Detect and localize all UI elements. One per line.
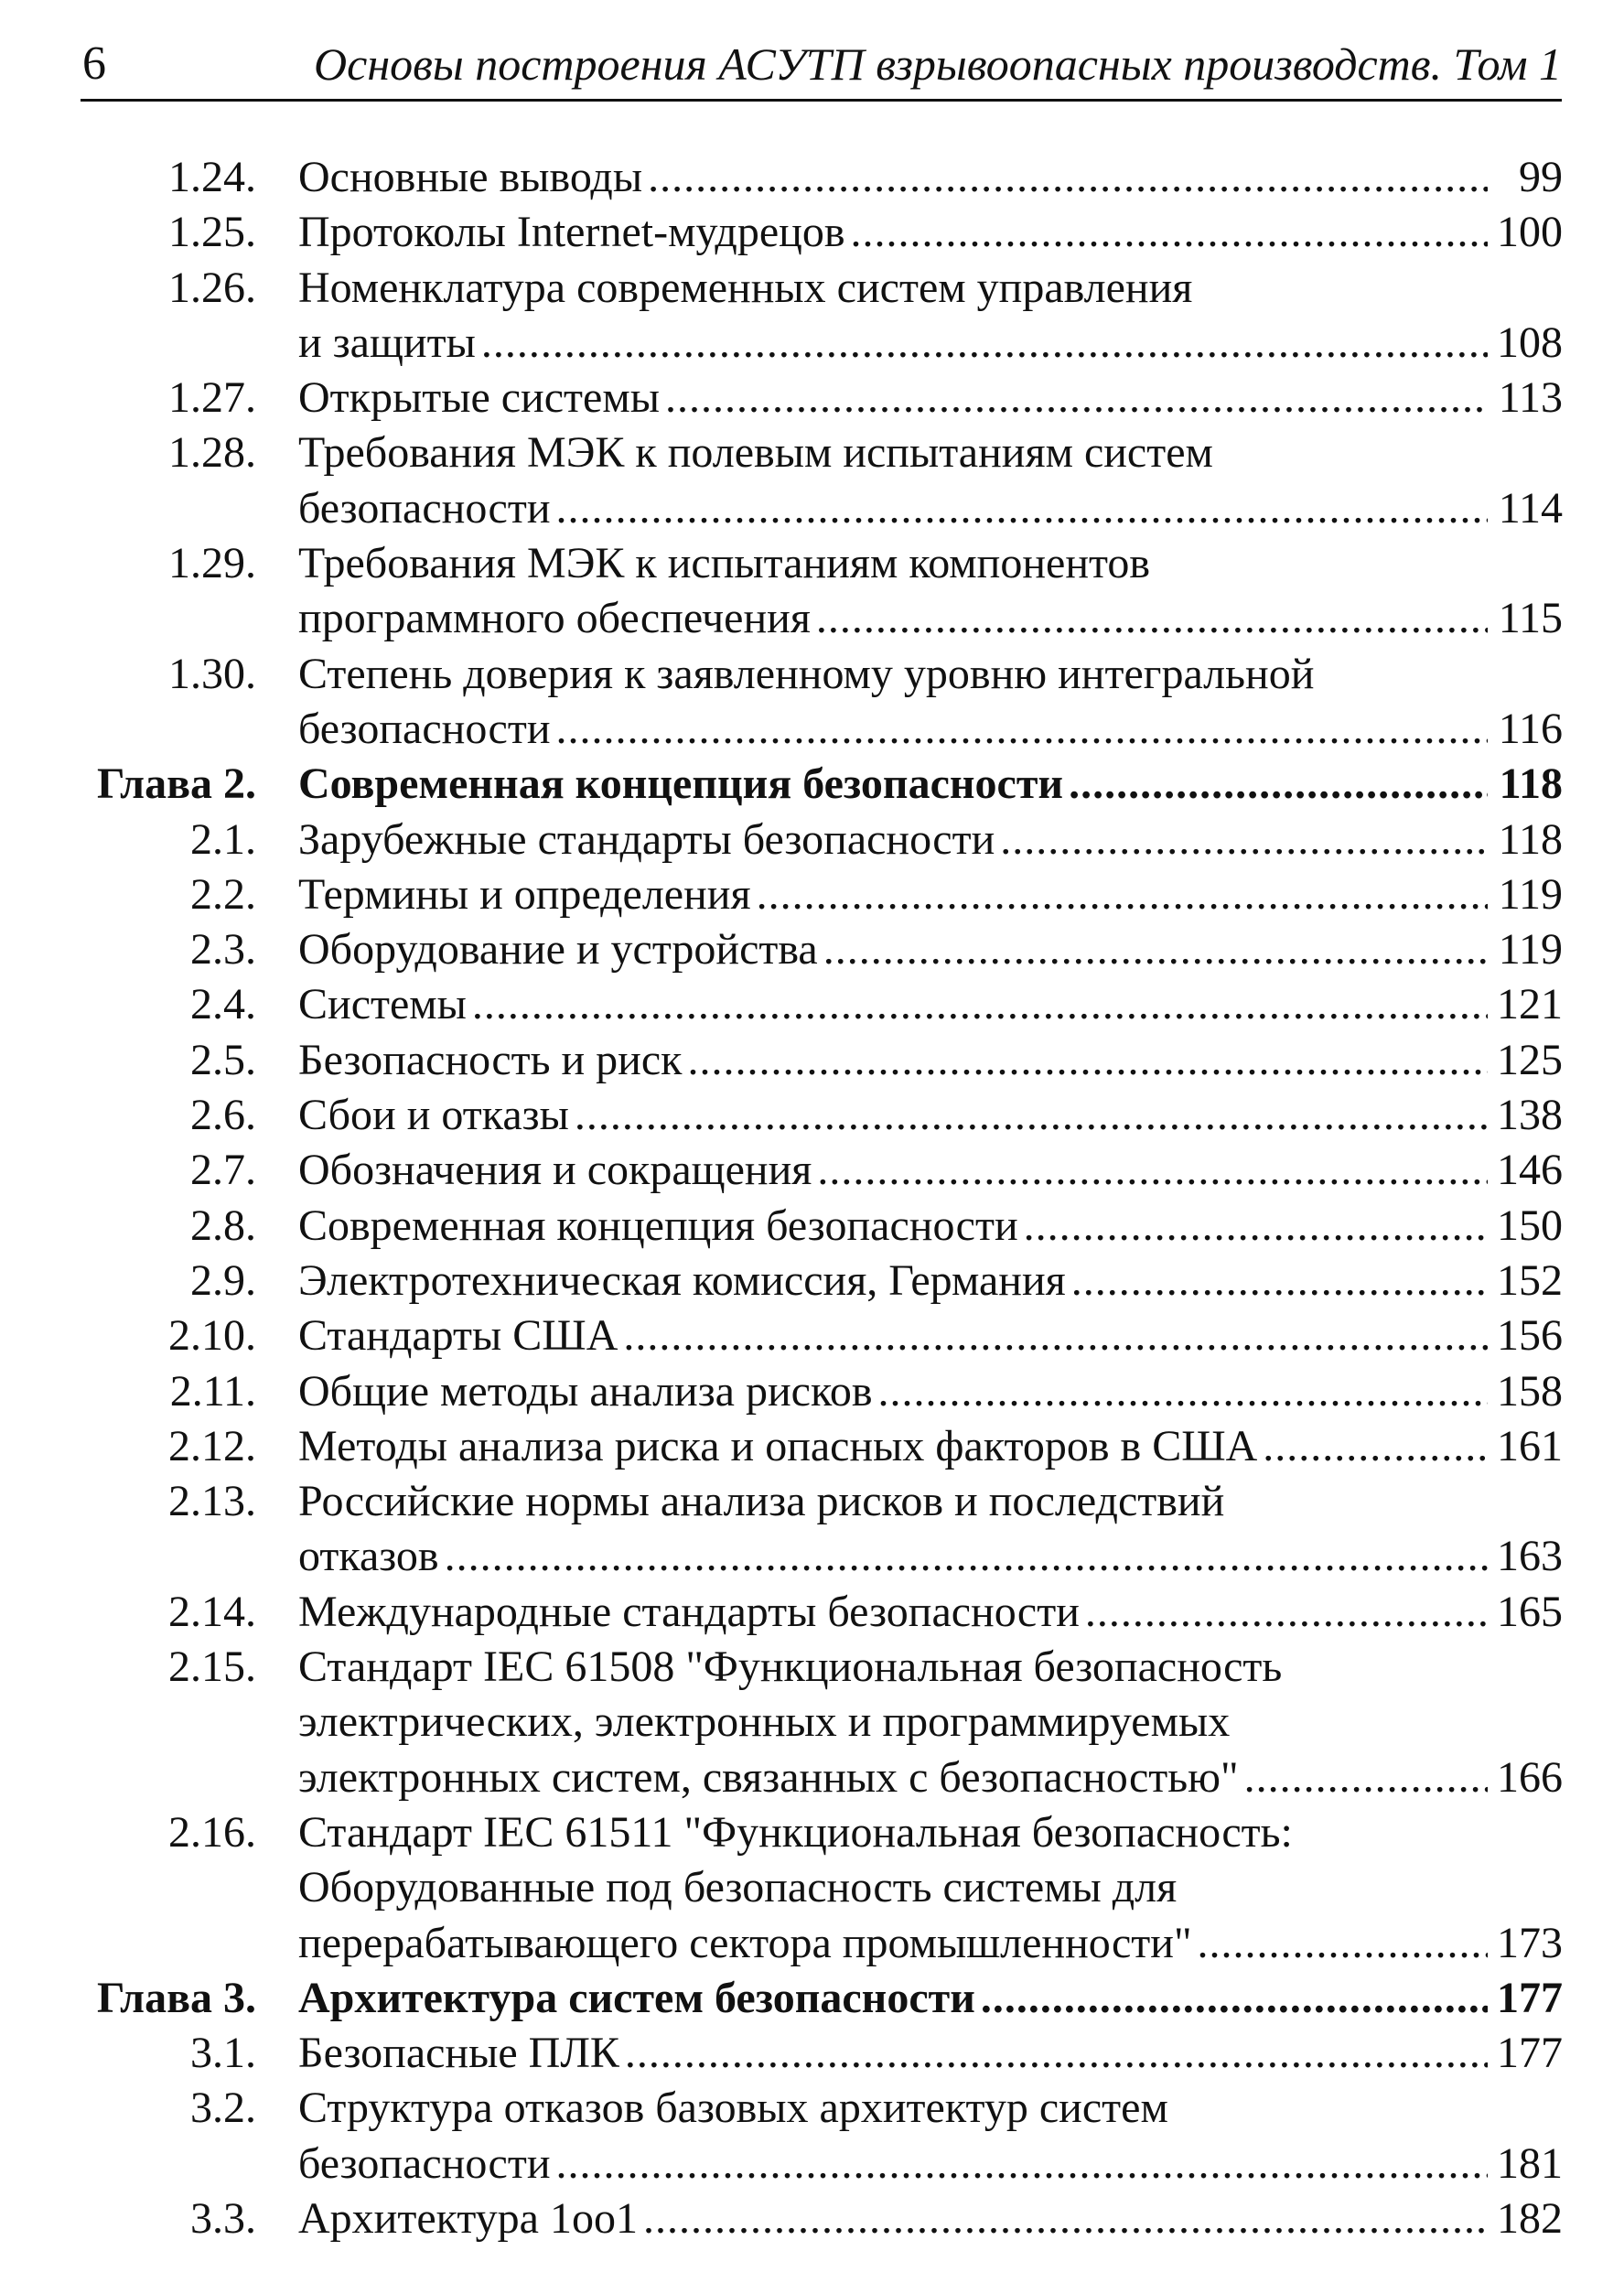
toc-page-number: 125 (1497, 1035, 1563, 1084)
toc-line (62, 1199, 1563, 1254)
dot-leader (817, 1143, 1488, 1198)
toc-page-number: 118 (1499, 759, 1563, 809)
toc-entry-title: Международные стандарты безопасности (298, 1587, 1080, 1636)
dot-leader (445, 1529, 1488, 1584)
toc-line (62, 813, 1563, 867)
toc-entry-title: и защиты (298, 318, 476, 367)
toc-entry[interactable] (62, 1585, 1563, 1640)
toc-page-number: 152 (1497, 1255, 1563, 1305)
toc-line (62, 757, 1563, 812)
toc-entry[interactable] (62, 371, 1563, 425)
toc-line (62, 1916, 1563, 1971)
toc-entry-text (298, 813, 1563, 867)
toc-entry-title: электронных систем, связанных с безопасностью" (298, 1752, 1239, 1802)
toc-entry[interactable] (62, 2026, 1563, 2081)
toc-entry-text (298, 1088, 1563, 1143)
toc-page-number: 113 (1498, 373, 1563, 423)
toc-entry[interactable] (62, 536, 1563, 647)
page-number: 6 (82, 38, 106, 90)
dot-leader (1263, 1419, 1488, 1474)
toc-entry-number: 2.6. (190, 1091, 256, 1140)
toc-entry-number: 2.5. (190, 1035, 256, 1084)
toc-line (62, 1254, 1563, 1308)
toc-line (62, 1529, 1563, 1584)
toc-entry-text (298, 1419, 1563, 1474)
dot-leader (1198, 1916, 1488, 1971)
toc-entry[interactable] (62, 150, 1563, 205)
dot-leader (1071, 1254, 1488, 1308)
toc-entry[interactable] (62, 647, 1563, 758)
toc-entry-title: отказов (298, 1532, 439, 1581)
toc-line (62, 977, 1563, 1032)
dot-leader (481, 316, 1488, 371)
toc-entry-number: 2.1. (190, 814, 256, 864)
dot-leader (1024, 1199, 1488, 1254)
toc-line (62, 1585, 1563, 1640)
toc-entry-title: Основные выводы (298, 153, 643, 201)
toc-entry-title: Зарубежные стандарты безопасности (298, 814, 995, 864)
toc-page-number: 121 (1497, 980, 1563, 1029)
toc-entry-number: 1.29. (168, 539, 256, 588)
toc-page-number: 165 (1497, 1587, 1563, 1636)
toc-entry-title: безопасности (298, 483, 551, 533)
toc-entry-text (298, 1199, 1563, 1254)
toc-page-number: 177 (1497, 1973, 1563, 2022)
toc-entry[interactable] (62, 1254, 1563, 1308)
toc-line (62, 1860, 1563, 1915)
toc-entry-text (298, 150, 1563, 205)
toc-page-number: 156 (1497, 1311, 1563, 1361)
toc-entry-title: Методы анализа риска и опасных факторов в США (298, 1421, 1258, 1470)
dot-leader (625, 2026, 1488, 2081)
toc-line (62, 536, 1563, 591)
toc-entry-number: 2.4. (190, 980, 256, 1029)
toc-page-number: 181 (1497, 2138, 1563, 2188)
toc-line (62, 425, 1563, 480)
toc-entry-title: Стандарт IEC 61511 "Функциональная безопасность: (298, 1807, 1293, 1857)
toc-entry-title: Безопасные ПЛК (298, 2029, 619, 2078)
toc-entry-title: Обозначения и сокращения (298, 1146, 812, 1195)
toc-page-number: 163 (1497, 1532, 1563, 1581)
toc-entry-number: 2.13. (168, 1477, 256, 1526)
toc-entry-number: 2.12. (168, 1421, 256, 1470)
toc-entry-number: 2.8. (190, 1201, 256, 1250)
toc-entry-text (298, 2137, 1563, 2191)
toc-entry-text (298, 1364, 1563, 1419)
toc-entry-text (298, 1860, 1563, 1915)
toc-entry-title: Сбои и отказы (298, 1091, 569, 1140)
dot-leader (851, 205, 1489, 260)
toc-entry[interactable] (62, 1640, 1563, 1805)
toc-entry[interactable] (62, 2081, 1563, 2191)
dot-leader (648, 150, 1488, 205)
toc-page-number: 119 (1498, 925, 1563, 975)
toc-entry-number: 2.10. (168, 1311, 256, 1361)
toc-entry-title: Термины и определения (298, 869, 751, 919)
toc-entry-text (298, 371, 1563, 425)
toc-entry-text (298, 1805, 1563, 1860)
toc-line (62, 2191, 1563, 2246)
dot-leader (1069, 757, 1488, 812)
dot-leader (665, 371, 1488, 425)
toc-entry-title: Архитектура систем безопасности (298, 1973, 975, 2022)
toc-entry-number: 1.25. (168, 208, 256, 257)
toc-entry[interactable] (62, 1088, 1563, 1143)
toc-page-number: 119 (1498, 869, 1563, 919)
toc-entry-title: Российские нормы анализа рисков и последствий (298, 1477, 1225, 1526)
toc-entry-title: безопасности (298, 704, 551, 753)
toc-page-number: 108 (1497, 318, 1563, 367)
toc-entry-text (298, 481, 1563, 536)
toc-entry-number: 1.30. (168, 649, 256, 698)
toc-entry[interactable] (62, 1474, 1563, 1585)
toc-line (62, 1695, 1563, 1750)
toc-entry[interactable] (62, 1033, 1563, 1088)
toc-entry[interactable] (62, 1143, 1563, 1198)
toc-entry-text (298, 1143, 1563, 1198)
toc-entry-title: перерабатывающего сектора промышленности" (298, 1918, 1192, 1967)
dot-leader (556, 2137, 1488, 2191)
toc-line (62, 205, 1563, 260)
toc-entry-title: Электротехническая комиссия, Германия (298, 1255, 1066, 1305)
toc-entry[interactable] (62, 205, 1563, 260)
toc-entry-title: Требования МЭК к испытаниям компонентов (298, 539, 1151, 588)
toc-entry[interactable] (62, 867, 1563, 922)
toc-entry[interactable] (62, 261, 1563, 372)
dot-leader (878, 1364, 1488, 1419)
toc-entry[interactable] (62, 2191, 1563, 2246)
toc-entry-number: 2.2. (190, 869, 256, 919)
toc-entry-number: 2.9. (190, 1255, 256, 1305)
toc-chapter-entry[interactable] (62, 757, 1563, 812)
toc-entry-text (298, 977, 1563, 1032)
toc-line (62, 1640, 1563, 1695)
toc-line (62, 150, 1563, 205)
dot-leader (643, 2191, 1488, 2246)
dot-leader (981, 1971, 1488, 2026)
toc-page-number: 138 (1497, 1091, 1563, 1140)
toc-page-number: 173 (1497, 1918, 1563, 1967)
toc-entry-text (298, 1971, 1563, 2026)
toc-page-number: 146 (1497, 1146, 1563, 1195)
toc-entry-text (298, 261, 1563, 316)
toc-entry-title: Требования МЭК к полевым испытаниям систем (298, 428, 1213, 478)
toc-entry-text (298, 1254, 1563, 1308)
dot-leader (816, 591, 1488, 646)
toc-entry-number: 1.27. (168, 373, 256, 423)
page-header (81, 35, 1562, 102)
dot-leader (623, 1308, 1488, 1363)
toc-entry-title: Оборудованные под безопасность системы для (298, 1863, 1178, 1912)
toc-entry-text (298, 702, 1563, 757)
toc-entry-text (298, 1474, 1563, 1529)
toc-entry-text (298, 2081, 1563, 2136)
toc-entry-title: Открытые системы (298, 373, 660, 423)
toc-line (62, 481, 1563, 536)
toc-entry-number: 2.11. (169, 1366, 256, 1416)
toc-entry[interactable] (62, 922, 1563, 977)
toc-entry[interactable] (62, 1308, 1563, 1363)
toc-entry-text (298, 2026, 1563, 2081)
toc-entry-text (298, 1529, 1563, 1584)
dot-leader (757, 867, 1488, 922)
toc-page-number: 99 (1519, 153, 1563, 201)
toc-page-number: 177 (1497, 2029, 1563, 2078)
toc-entry-text (298, 316, 1563, 371)
toc-entry-title: Стандарт IEC 61508 "Функциональная безопасность (298, 1642, 1283, 1692)
toc-line (62, 316, 1563, 371)
toc-page-number: 114 (1498, 483, 1563, 533)
toc-entry-number: 2.7. (190, 1146, 256, 1195)
toc-entry-number: 1.24. (168, 153, 256, 201)
toc-line (62, 371, 1563, 425)
toc-entry-text (298, 1308, 1563, 1363)
toc-entry-title: Номенклатура современных систем управления (298, 263, 1193, 312)
toc-line (62, 1143, 1563, 1198)
toc-entry-number: 1.26. (168, 263, 256, 312)
toc-page-number: 100 (1497, 208, 1563, 257)
toc-entry-text (298, 1695, 1563, 1750)
toc-line (62, 1088, 1563, 1143)
toc-entry-title: Общие методы анализа рисков (298, 1366, 873, 1416)
toc-page-number: 158 (1497, 1366, 1563, 1416)
dot-leader (823, 922, 1488, 977)
toc-entry-title: безопасности (298, 2138, 551, 2188)
toc-entry-text (298, 922, 1563, 977)
toc-entry[interactable] (62, 425, 1563, 536)
toc-entry-text (298, 647, 1563, 702)
toc-page-number: 115 (1498, 594, 1563, 643)
toc-page-number: 116 (1498, 704, 1563, 753)
toc-entry-title: Структура отказов базовых архитектур систем (298, 2084, 1168, 2133)
toc-entry-number: Глава 2. (97, 759, 256, 809)
dot-leader (556, 702, 1488, 757)
toc-line (62, 1474, 1563, 1529)
dot-leader (1000, 813, 1488, 867)
toc-entry[interactable] (62, 977, 1563, 1032)
toc-entry-number: Глава 3. (97, 1973, 256, 2022)
toc-entry[interactable] (62, 1805, 1563, 1971)
toc-entry-title: Современная концепция безопасности (298, 1201, 1018, 1250)
toc-line (62, 2081, 1563, 2136)
toc-entry-title: Протоколы Internet-мудрецов (298, 208, 845, 257)
toc-entry-title: Оборудование и устройства (298, 925, 818, 975)
toc-entry-title: программного обеспечения (298, 594, 811, 643)
toc-page-number: 166 (1497, 1752, 1563, 1802)
toc-line (62, 2026, 1563, 2081)
toc-entry-text (298, 1585, 1563, 1640)
toc-line (62, 1805, 1563, 1860)
toc-entry-title: Системы (298, 980, 467, 1029)
toc-line (62, 261, 1563, 316)
toc-entry-number: 3.2. (190, 2084, 256, 2133)
toc-page-number: 150 (1497, 1201, 1563, 1250)
toc-entry-title: Стандарты США (298, 1311, 618, 1361)
toc-entry[interactable] (62, 1419, 1563, 1474)
toc-entry-title: Степень доверия к заявленному уровню интегральной (298, 649, 1315, 698)
toc-line (62, 2137, 1563, 2191)
dot-leader (1244, 1750, 1488, 1805)
toc-line (62, 1308, 1563, 1363)
toc-entry-text (298, 1640, 1563, 1695)
toc-entry-text (298, 591, 1563, 646)
toc-entry-title: электрических, электронных и программируемых (298, 1697, 1231, 1747)
toc-line (62, 647, 1563, 702)
toc-page-number: 161 (1497, 1421, 1563, 1470)
dot-leader (1085, 1585, 1488, 1640)
toc-entry-text (298, 425, 1563, 480)
toc-line (62, 591, 1563, 646)
toc-entry-text (298, 867, 1563, 922)
toc-entry-title: Современная концепция безопасности (298, 759, 1064, 809)
toc-entry-number: 3.3. (190, 2193, 256, 2243)
dot-leader (575, 1088, 1488, 1143)
toc-chapter-entry[interactable] (62, 1971, 1563, 2026)
toc-line (62, 1033, 1563, 1088)
toc-line (62, 1419, 1563, 1474)
running-title: Основы построения АСУТП взрывоопасных производств. Том 1 (314, 38, 1562, 90)
toc-entry[interactable] (62, 1364, 1563, 1419)
toc-page-number: 182 (1497, 2193, 1563, 2243)
toc-entry-text (298, 1916, 1563, 1971)
toc-entry-text (298, 536, 1563, 591)
toc-entry-number: 1.28. (168, 428, 256, 478)
table-of-contents (62, 150, 1563, 2246)
toc-entry-text (298, 205, 1563, 260)
toc-entry-text (298, 757, 1563, 812)
toc-entry-text (298, 1750, 1563, 1805)
toc-entry[interactable] (62, 813, 1563, 867)
dot-leader (472, 977, 1488, 1032)
toc-line (62, 922, 1563, 977)
toc-line (62, 1750, 1563, 1805)
toc-entry-number: 2.14. (168, 1587, 256, 1636)
toc-entry-number: 2.3. (190, 925, 256, 975)
toc-entry-number: 3.1. (190, 2029, 256, 2078)
toc-entry-text (298, 1033, 1563, 1088)
toc-entry-title: Безопасность и риск (298, 1035, 683, 1084)
toc-entry-number: 2.15. (168, 1642, 256, 1692)
dot-leader (687, 1033, 1488, 1088)
toc-line (62, 1364, 1563, 1419)
toc-line (62, 702, 1563, 757)
toc-entry[interactable] (62, 1199, 1563, 1254)
dot-leader (556, 481, 1488, 536)
toc-page-number: 118 (1498, 814, 1563, 864)
toc-entry-text (298, 2191, 1563, 2246)
toc-entry-number: 2.16. (168, 1807, 256, 1857)
toc-entry-title: Архитектура 1oo1 (298, 2193, 638, 2243)
toc-line (62, 1971, 1563, 2026)
toc-line (62, 867, 1563, 922)
